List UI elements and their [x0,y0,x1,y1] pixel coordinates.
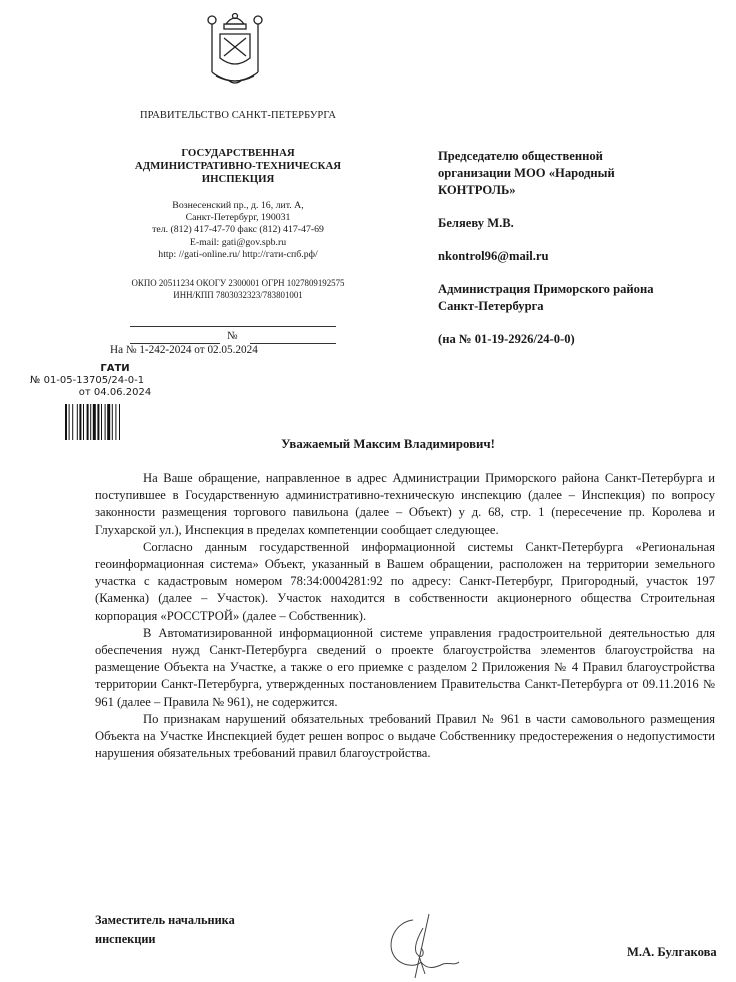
recipient-block [438,148,728,364]
coat-of-arms-icon [202,10,268,92]
paragraph: Согласно данным государственной информационной системы Санкт-Петербурга «Региональная геоинформационная система» Объект, указанный в Вашем обращении, расположен на территории земельного участка с кадастровым номером 78:34:0004281:92 по адресу: Санкт-Петербург, Пригородный, участок 197 (Каменка) (далее – Участок). Участок находится в собственности акционерного общества Строительная корпорация «РОССТРОЙ» (далее – Собственник). [95,539,715,623]
barcode-bar [101,404,102,440]
agency-address [90,200,386,261]
stamp-date: от 04.06.2024 [78,387,152,398]
barcode-bar [107,404,110,440]
agency-line: АДМИНИСТРАТИВНО-ТЕХНИЧЕСКАЯ [134,160,342,172]
paragraph: В Автоматизированной информационной системе управления градостроительной деятельностью для обеспечения нужд Санкт-Петербурга сведений о проекте благоустройства элементов благоустройства на размещение Объекта на Участке, а также о его приемке с разделом 2 Приложения № 4 Правил благоустройства территории Санкт-Петербурга, утвержденных постановлением Правительства Санкт-Петербурга от 09.11.2016 № 961 (далее – Правила № 961), не содержится. [95,625,715,709]
recipient-name: Беляеву М.В. [438,216,514,230]
signer-title [95,911,235,949]
barcode-bar [105,404,106,440]
outgoing-number-field [130,330,336,344]
email-line: E-mail: gati@gov.spb.ru [189,236,287,248]
recipient-email: nkontrol96@mail.ru [438,249,549,263]
paragraph: По признакам нарушений обязательных требований Правил № 961 в части самовольного размещения Объекта на Участке Инспекцией будет решен вопрос о выдаче Собственнику предостережения о недопустимости нарушения обязательных требований правил благоустройства. [95,711,715,761]
copy-to-line: Санкт-Петербурга [438,299,544,313]
barcode-bar [69,404,70,440]
barcode-bar [93,404,96,440]
barcode-bar [90,404,91,440]
website-line: http: //gati-online.ru/ http://гати-спб.рф/ [158,248,318,260]
recipient-position [438,148,728,199]
signer-title-line: Заместитель начальника [95,913,235,927]
date-blank-line [130,326,336,327]
address-line: Санкт-Петербург, 190031 [185,212,291,224]
number-blank [250,343,336,344]
recipient-position-line: Председателю общественной [438,149,603,163]
copy-to-line: Администрация Приморского района [438,282,654,296]
agency-line: ИНСПЕКЦИЯ [201,173,275,185]
barcode-bar [112,404,113,440]
barcode-bar [72,404,73,440]
barcode-bar [65,404,67,440]
greeting: Уважаемый Максим Владимирович! [281,437,495,451]
phone-fax-line: тел. (812) 417-47-70 факс (812) 417-47-69 [152,224,324,236]
barcode-bar [83,404,84,440]
letter-body [95,470,715,762]
copy-reference: (на № 01-19-2926/24-0-0) [438,332,575,346]
barcode-bar [115,404,116,440]
copy-to [438,281,728,315]
agency-codes [80,278,396,301]
codes-line: ОКПО 20511234 ОКОГУ 2300001 ОГРН 1027809192575 [131,278,345,288]
codes-line: ИНН/КПП 7803032323/783801001 [173,289,303,300]
barcode-bar [79,404,81,440]
barcode-bar [119,404,120,440]
barcode-icon [65,404,157,440]
address-line: Вознесенский пр., д. 16, лит. А, [172,200,304,211]
barcode-bar [77,404,78,440]
barcode-bar [97,404,99,440]
recipient-position-line: организации МОО «Народный [438,166,615,180]
signature-icon [385,912,465,982]
number-sign: № [227,330,238,342]
paragraph: На Ваше обращение, направленное в адрес Администрации Приморского района Санкт-Петербурга и поступившее в Государственную административно-техническую инспекцию (далее – Инспекция) по вопросу законности размещения торгового павильона (далее – Объект) у д. 68, стр. 1 (пересечение пр. Королева и Глухарской ул.), Инспекция в пределах компетенции сообщает следующее. [95,471,715,537]
stamp-number: № 01-05-13705/24-0-1 [30,375,145,386]
barcode-bar [87,404,89,440]
registration-stamp [20,363,220,399]
agency-name [98,147,378,186]
government-name: ПРАВИТЕЛЬСТВО САНКТ-ПЕТЕРБУРГА [139,110,337,121]
recipient-position-line: КОНТРОЛЬ» [438,183,516,197]
agency-line: ГОСУДАРСТВЕННАЯ [181,147,295,159]
signer-title-line: инспекции [95,932,156,946]
signer-name: М.А. Булгакова [627,945,717,959]
stamp-org: ГАТИ [100,363,130,374]
reply-reference: На № 1-242-2024 от 02.05.2024 [110,344,258,356]
